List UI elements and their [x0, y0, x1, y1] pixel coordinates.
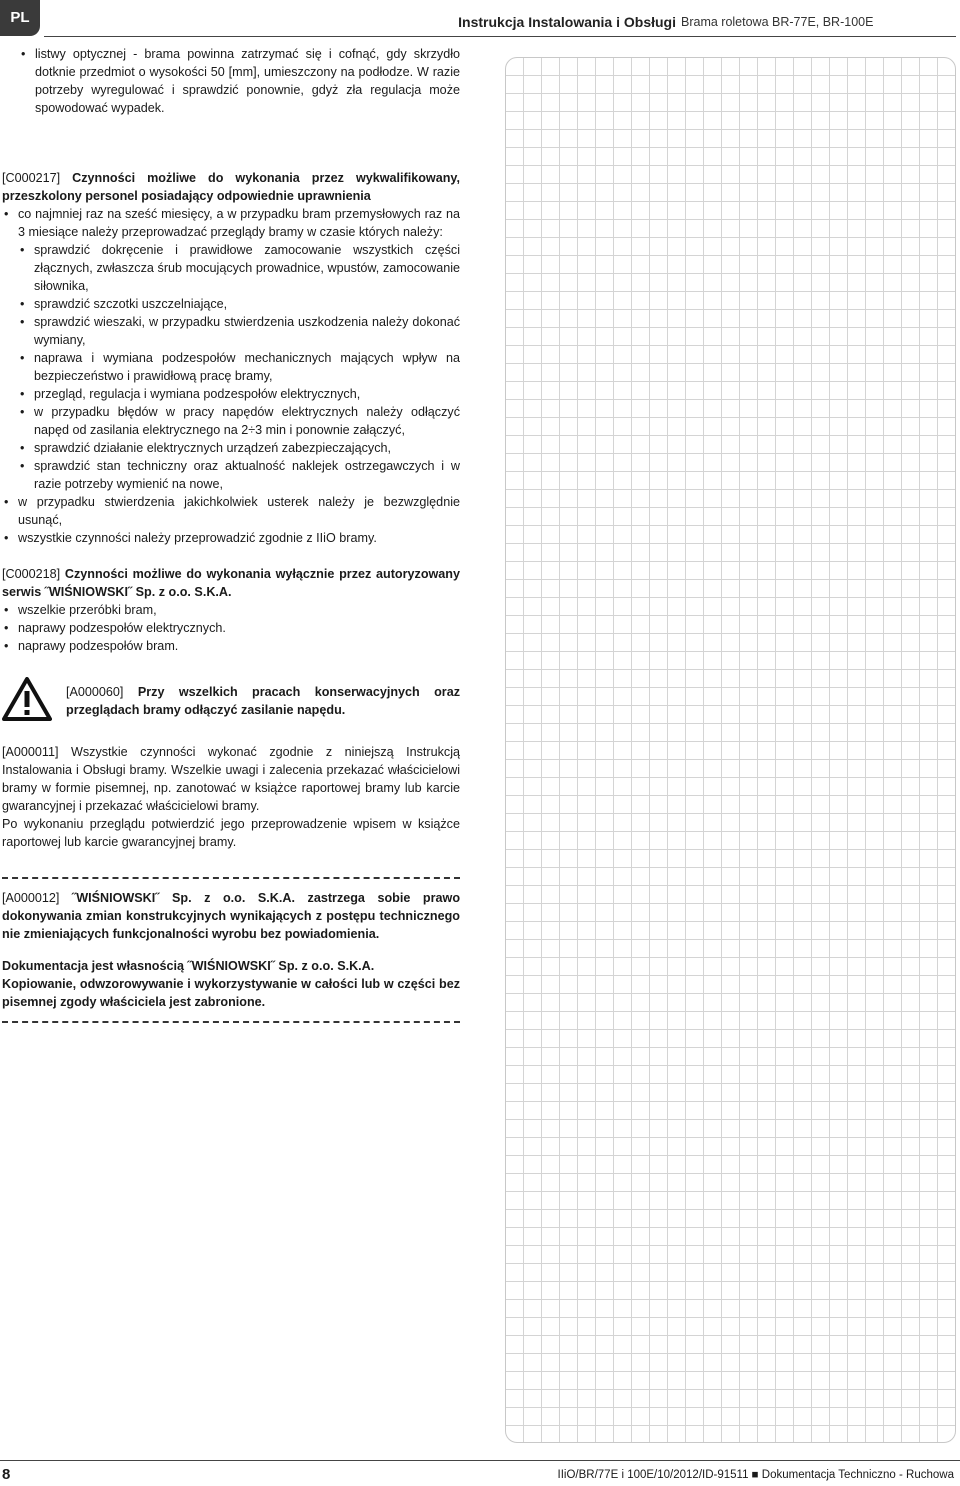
warning-text [66, 683, 460, 719]
section-c000218 [2, 565, 460, 655]
bullet-list [2, 493, 460, 547]
warning-code: [A000060] [66, 685, 124, 699]
notice-a000012 [2, 889, 460, 943]
section-a000011 [2, 743, 460, 851]
warning-triangle-icon [2, 677, 52, 721]
dashed-divider [2, 1021, 460, 1023]
dashed-divider [2, 877, 460, 879]
list-item: • wszystkie czynności należy przeprowadzić zgodnie z IIiO bramy. [2, 529, 460, 547]
list-item: • naprawa i wymiana podzespołów mechanicznych mających wpływ na bezpieczeństwo i prawidłową pracę bramy, [2, 349, 460, 385]
bullet-list [2, 601, 460, 655]
list-item: • w przypadku błędów w pracy napędów elektrycznych należy odłączyć napęd od zasilania elektrycznego na 2÷3 min i ponownie załączyć, [2, 403, 460, 439]
paragraph-text: Wszystkie czynności wykonać zgodnie z niniejszą Instrukcją Instalowania i Obsługi bramy. Wszelkie uwagi i zalecenia przekazać właścicielowi bramy w formie pisemnej, np. zanotować w książce raportowej bramy lub karcie gwarancyjnej i przekazać właścicielowi bramy. [2, 745, 461, 813]
intro-list [2, 45, 460, 117]
document-title: Instrukcja Instalowania i Obsługi [458, 14, 676, 30]
language-badge: PL [0, 0, 40, 36]
list-item: • naprawy podzespołów elektrycznych. [2, 619, 460, 637]
list-item: • sprawdzić dokręcenie i prawidłowe zamocowanie wszystkich części złącznych, zwłaszcza śrub mocujących prowadnice, wpustów, zamocowanie siłownika, [2, 241, 460, 295]
page-number: 8 [2, 1466, 11, 1483]
list-item: • sprawdzić działanie elektrycznych urządzeń zabezpieczających, [2, 439, 460, 457]
text-column [2, 45, 460, 1033]
list-item: • sprawdzić stan techniczny oraz aktualność naklejek ostrzegawczych i w razie potrzeby wymienić na nowe, [2, 457, 460, 493]
footer-divider [0, 1460, 960, 1461]
section-code: [A000011] [2, 745, 59, 759]
ownership-line-2: Kopiowanie, odwzorowywanie i wykorzystywanie w całości lub w części bez pisemnej zgody właściciela jest zabronione. [2, 977, 460, 1009]
warning-block [2, 677, 460, 729]
intro-item: • listwy optycznej - brama powinna zatrzymać się i cofnąć, gdy skrzydło dotknie przedmiot o wysokości 50 [mm], umieszczony na podłodze. W razie potrzeby wyregulować i sprawdzić ponownie, gdyż zła regulacja może spowodować wypadek. [2, 45, 460, 117]
footer-document-id: IIiO/BR/77E i 100E/10/2012/ID-91511 ■ Dokumentacja Techniczno - Ruchowa [557, 1469, 954, 1481]
notes-grid [505, 57, 956, 1443]
list-item: • naprawy podzespołów bram. [2, 637, 460, 655]
section-code: [C000218] [2, 567, 61, 581]
section-heading [2, 169, 460, 205]
warning-message: Przy wszelkich pracach konserwacyjnych oraz przeglądach bramy odłączyć zasilanie napędu. [66, 685, 461, 717]
section-c000217 [2, 169, 460, 547]
list-item: • sprawdzić szczotki uszczelniające, [2, 295, 460, 313]
section-code: [A000012] [2, 891, 60, 905]
sub-bullet-list [2, 241, 460, 493]
list-item: • co najmniej raz na sześć miesięcy, a w przypadku bram przemysłowych raz na 3 miesiące należy przeprowadzać przeglądy bramy w czasie których należy: [2, 205, 460, 241]
section-heading [2, 565, 460, 601]
notice-text: ˝WIŚNIOWSKI˝ Sp. z o.o. S.K.A. zastrzega sobie prawo dokonywania zmian konstrukcyjnych wynikających z postępu technicznego nie zmieniających funkcjonalności wyrobu bez powiadomienia. [2, 891, 461, 941]
list-item: • przegląd, regulacja i wymiana podzespołów elektrycznych, [2, 385, 460, 403]
list-item: • w przypadku stwierdzenia jakichkolwiek usterek należy je bezwzględnie usunąć, [2, 493, 460, 529]
ownership-line-1: Dokumentacja jest własnością ˝WIŚNIOWSKI˝ Sp. z o.o. S.K.A. [2, 959, 375, 973]
paragraph: Po wykonaniu przeglądu potwierdzić jego przeprowadzenie wpisem w książce raportowej lub karcie gwarancyjnej bramy. [2, 817, 460, 849]
section-title: Czynności możliwe do wykonania przez wykwalifikowany, przeszkolony personel posiadający odpowiednie uprawnienia [2, 171, 460, 203]
section-code: [C000217] [2, 171, 61, 185]
document-subtitle: Brama roletowa BR-77E, BR-100E [681, 15, 874, 29]
list-item: • wszelkie przeróbki bram, [2, 601, 460, 619]
paragraph [2, 743, 460, 815]
bullet-list [2, 205, 460, 241]
header-divider [44, 36, 956, 37]
section-title: Czynności możliwe do wykonania wyłącznie przez autoryzowany serwis ˝WIŚNIOWSKI˝ Sp. z o.o. S.K.A. [2, 567, 461, 599]
list-item: • sprawdzić wieszaki, w przypadku stwierdzenia uszkodzenia należy dokonać wymiany, [2, 313, 460, 349]
